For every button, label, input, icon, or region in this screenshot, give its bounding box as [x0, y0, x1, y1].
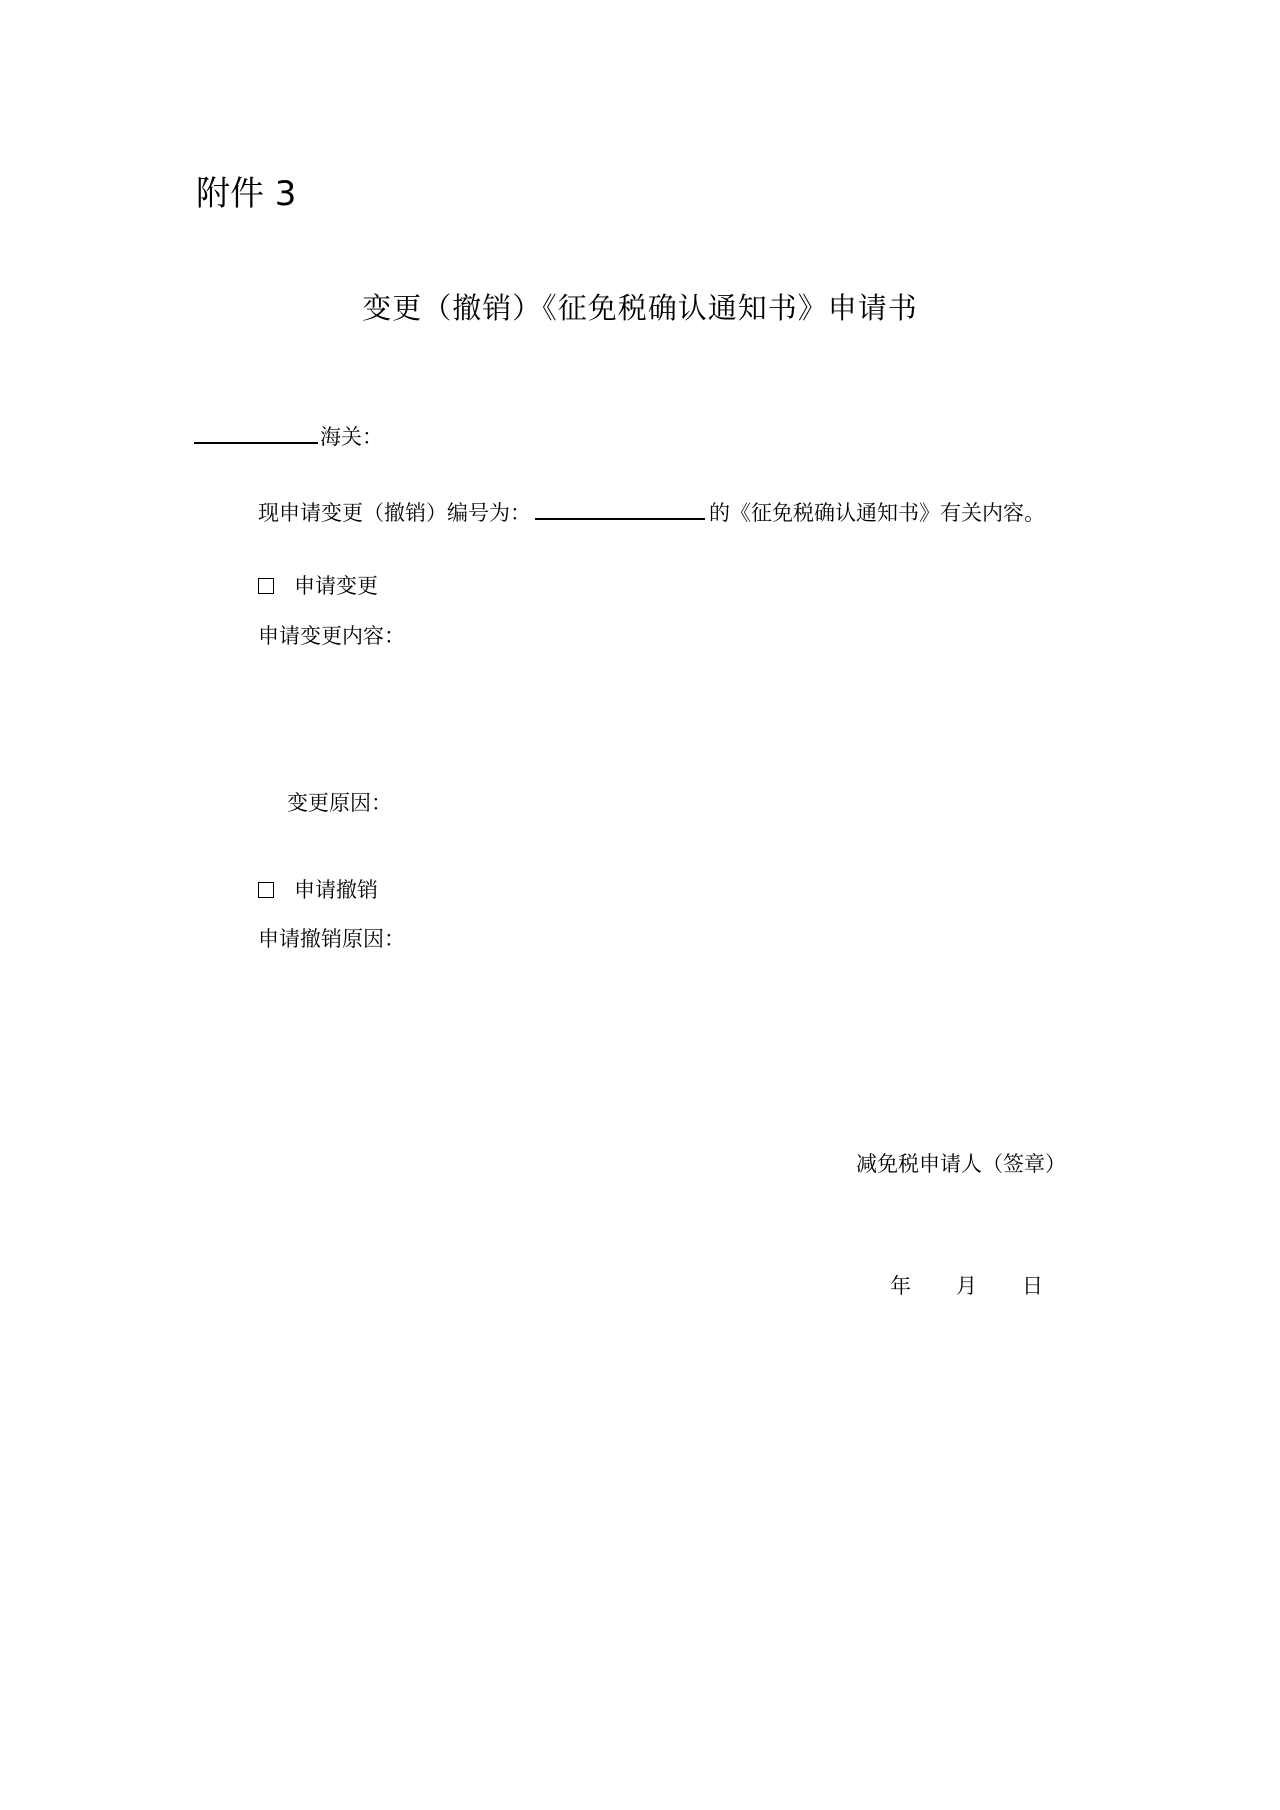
change-checkbox[interactable]	[258, 578, 274, 594]
notice-number-blank[interactable]	[535, 496, 705, 520]
cancel-option-label: 申请撤销	[294, 878, 378, 902]
document-title: 变更（撤销）《征免税确认通知书》申请书	[362, 291, 918, 325]
date-day-label: 日	[1022, 1274, 1043, 1298]
cancel-option-row	[258, 874, 378, 904]
addressee-suffix: 海关：	[320, 425, 383, 449]
change-option-label: 申请变更	[294, 574, 378, 598]
date-month-label: 月	[956, 1274, 977, 1298]
date-line	[890, 1270, 1043, 1300]
signature-label: 减免税申请人（签章）	[856, 1152, 1066, 1176]
attachment-label: 附件 3	[196, 174, 297, 214]
change-option-row	[258, 570, 378, 600]
change-reason-label: 变更原因：	[287, 791, 392, 815]
request-suffix: 的《征免税确认通知书》有关内容。	[709, 501, 1045, 525]
request-prefix: 现申请变更（撤销）编号为：	[258, 501, 531, 525]
request-statement	[258, 496, 1045, 527]
cancel-checkbox[interactable]	[258, 882, 274, 898]
addressee-line	[194, 420, 383, 451]
date-year-label: 年	[890, 1274, 911, 1298]
customs-name-blank[interactable]	[194, 420, 318, 444]
cancel-reason-label: 申请撤销原因：	[258, 927, 405, 951]
change-content-label: 申请变更内容：	[258, 624, 405, 648]
